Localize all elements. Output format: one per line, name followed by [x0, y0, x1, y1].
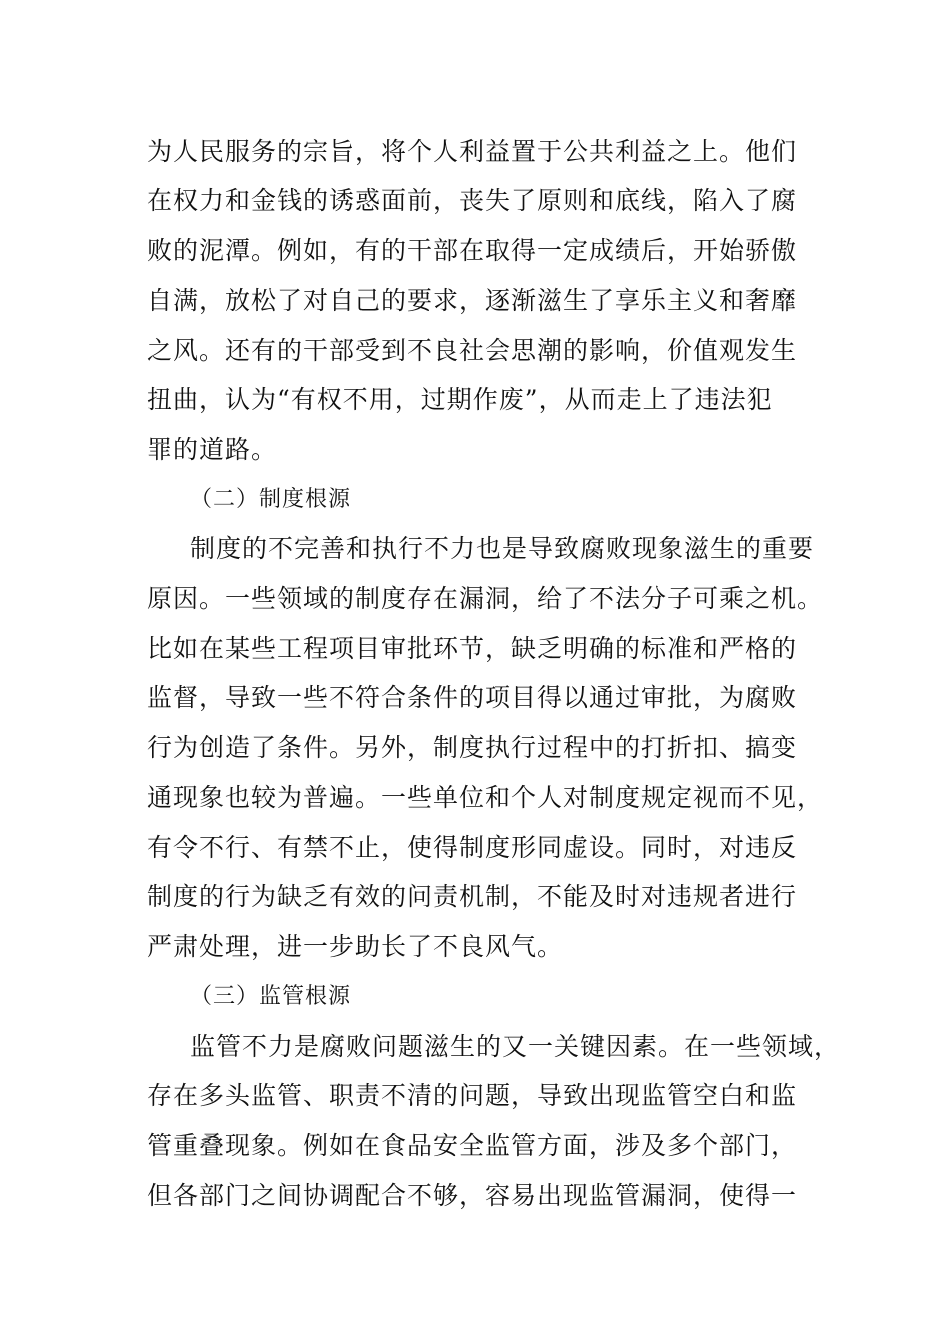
- paragraph-line: 通现象也较为普遍。一些单位和个人对制度规定视而不见，: [147, 783, 824, 812]
- paragraph-line: 监督，导致一些不符合条件的项目得以通过审批，为腐败: [147, 683, 798, 712]
- paragraph-line: 严肃处理，进一步助长了不良风气。: [147, 932, 564, 961]
- paragraph-line: 扭曲，认为“有权不用，过期作废”，从而走上了违法犯: [147, 385, 773, 414]
- paragraph-line: 比如在某些工程项目审批环节，缺乏明确的标准和严格的: [147, 634, 798, 663]
- paragraph-line: 存在多头监管、职责不清的问题，导致出现监管空白和监: [147, 1081, 798, 1110]
- paragraph-line: 原因。一些领域的制度存在漏洞，给了不法分子可乘之机。: [147, 584, 824, 613]
- section-heading-institution: （二）制度根源: [190, 487, 352, 512]
- paragraph-line: 行为创造了条件。另外，制度执行过程中的打折扣、搞变: [147, 733, 798, 762]
- paragraph-line: 为人民服务的宗旨，将个人利益置于公共利益之上。他们: [147, 137, 798, 166]
- paragraph-line: 监管不力是腐败问题滋生的又一关键因素。在一些领域，: [190, 1032, 841, 1061]
- paragraph-line: 管重叠现象。例如在食品安全监管方面，涉及多个部门，: [147, 1131, 798, 1160]
- paragraph-line: 制度的不完善和执行不力也是导致腐败现象滋生的重要: [190, 534, 815, 563]
- paragraph-line: 自满，放松了对自己的要求，逐渐滋生了享乐主义和奢靡: [147, 286, 798, 315]
- paragraph-line: 但各部门之间协调配合不够，容易出现监管漏洞，使得一: [147, 1181, 798, 1210]
- paragraph-line: 在权力和金钱的诱惑面前，丧失了原则和底线，陷入了腐: [147, 186, 798, 215]
- paragraph-line: 之风。还有的干部受到不良社会思潮的影响，价值观发生: [147, 336, 798, 365]
- paragraph-line: 制度的行为缺乏有效的问责机制，不能及时对违规者进行: [147, 882, 798, 911]
- paragraph-line: 罪的道路。: [147, 435, 278, 464]
- paragraph-line: 有令不行、有禁不止，使得制度形同虚设。同时，对违反: [147, 833, 798, 862]
- paragraph-line: 败的泥潭。例如，有的干部在取得一定成绩后，开始骄傲: [147, 236, 798, 265]
- section-heading-supervision: （三）监管根源: [190, 984, 352, 1009]
